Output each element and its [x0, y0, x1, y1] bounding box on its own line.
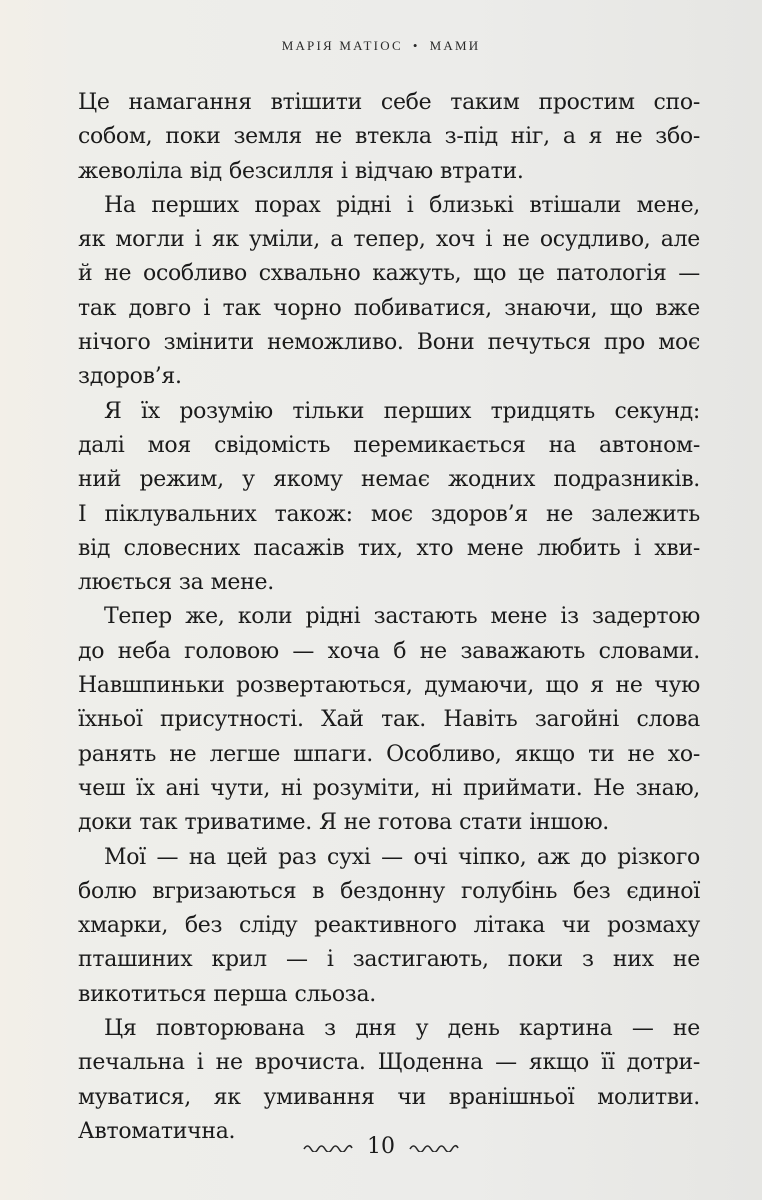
text-line: так довго і так чорно побиватися, знаючи, що вже: [78, 295, 700, 321]
page-number: 10: [367, 1134, 395, 1159]
paragraph-3: [78, 395, 700, 601]
text-line: Навшпиньки розвертаються, думаючи, що я не чую: [78, 673, 700, 699]
text-line: Ця повторювана з дня у день картина — не: [104, 1016, 700, 1042]
text-line: ранять не легше шпаги. Особливо, якщо ти не хо-: [78, 741, 700, 767]
text-line: нічого змінити неможливо. Вони печуться про моє: [78, 330, 700, 356]
header-author: МАРІЯ МАТІОС: [281, 38, 403, 53]
paragraph-5: [78, 841, 700, 1012]
running-head: [0, 38, 762, 54]
text-line: На перших порах рідні і близькі втішали мене,: [104, 192, 700, 218]
header-title: МАМИ: [429, 38, 481, 53]
paragraph-2: [78, 189, 700, 395]
text-line: ний режим, у якому немає жодних подразників.: [78, 467, 700, 493]
text-line: до неба головою — хоча б не заважають словами.: [78, 638, 700, 664]
text-line: болю вгризаються в бездонну голубінь без єдиної: [78, 878, 700, 904]
text-line: викотиться перша сльоза.: [78, 981, 376, 1007]
body-text: [78, 86, 700, 1149]
paragraph-6: [78, 1012, 700, 1149]
text-line: Автоматична.: [78, 1118, 236, 1144]
text-line: їхньої присутності. Хай так. Навіть загойні слова: [78, 707, 700, 733]
text-line: собом, поки земля не втекла з-під ніг, а я не збо-: [78, 124, 700, 150]
text-line: Тепер же, коли рідні застають мене із задертою: [104, 604, 700, 630]
text-line: від словесних пасажів тих, хто мене любить і хви-: [78, 535, 700, 561]
text-line: здоров’я.: [78, 364, 182, 390]
text-line: чеш їх ані чути, ні розуміти, ні приймати. Не знаю,: [78, 775, 700, 801]
text-line: доки так триватиме. Я не готова стати іншою.: [78, 810, 609, 836]
page-footer: [0, 1134, 762, 1159]
header-separator: •: [412, 38, 420, 53]
wave-ornament-right-icon: [409, 1142, 459, 1152]
text-line: Я їх розумію тільки перших тридцять секунд:: [104, 398, 700, 424]
text-line: далі моя свідомість перемикається на автоном-: [78, 432, 700, 458]
text-line: жеволіла від безсилля і відчаю втрати.: [78, 158, 524, 184]
text-line: Мої — на цей раз сухі — очі чіпко, аж до різкого: [104, 844, 700, 870]
text-line: й не особливо схвально кажуть, що це патологія —: [78, 261, 700, 287]
text-line: хмарки, без сліду реактивного літака чи розмаху: [78, 913, 700, 939]
text-line: як могли і як уміли, а тепер, хоч і не осудливо, але: [78, 227, 700, 253]
text-line: люється за мене.: [78, 570, 274, 596]
text-line: печальна і не врочиста. Щоденна — якщо її дотри-: [78, 1050, 700, 1076]
paragraph-1: [78, 86, 700, 189]
text-line: Це намагання втішити себе таким простим спо-: [78, 90, 700, 115]
paragraph-4: [78, 600, 700, 840]
text-line: пташиних крил — і застигають, поки з них не: [78, 947, 700, 973]
wave-ornament-left-icon: [303, 1142, 353, 1152]
text-line: муватися, як умивання чи вранішньої молитви.: [78, 1084, 700, 1110]
text-line: І піклувальних також: моє здоров’я не залежить: [78, 501, 700, 527]
